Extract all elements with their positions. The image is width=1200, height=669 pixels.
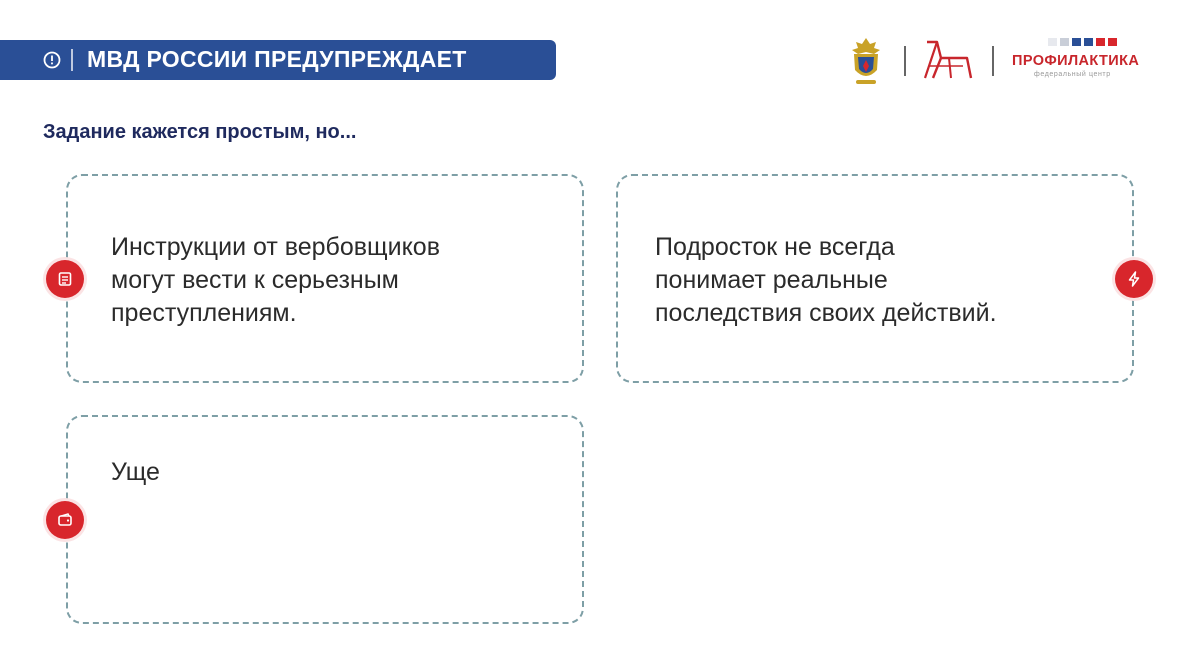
card-line: понимает реальные <box>655 266 888 294</box>
card-line: могут вести к серьезным <box>111 266 399 294</box>
banner-divider <box>71 49 73 71</box>
card-line: Уще <box>111 458 160 486</box>
chair-logo <box>919 38 975 82</box>
card-line: Подросток не всегда <box>655 233 895 261</box>
mvd-emblem-logo <box>846 36 886 90</box>
profilaktika-name: ПРОФИЛАКТИКА <box>1012 53 1140 69</box>
logo-separator <box>992 46 994 76</box>
info-icon <box>43 51 61 69</box>
card-line: последствия своих действий. <box>655 299 997 327</box>
banner-title: МВД РОССИИ ПРЕДУПРЕЖДАЕТ <box>87 46 467 72</box>
card-line: Инструкции от вербовщиков <box>111 233 440 261</box>
wallet-icon <box>46 501 84 539</box>
document-icon <box>46 260 84 298</box>
info-card <box>66 415 584 624</box>
logo-separator <box>904 46 906 76</box>
lightning-icon <box>1115 260 1153 298</box>
header-banner <box>0 40 556 80</box>
card-text <box>111 456 160 489</box>
info-card <box>616 174 1134 383</box>
profilaktika-subtitle: федеральный центр <box>1034 71 1111 78</box>
page-subtitle: Задание кажется простым, но... <box>43 121 357 143</box>
info-card <box>66 174 584 383</box>
card-line: преступлениям. <box>111 299 297 327</box>
profilaktika-logo <box>1010 38 1160 82</box>
card-text <box>111 231 440 330</box>
flag-squares-icon <box>1048 38 1117 46</box>
card-text <box>655 231 997 330</box>
